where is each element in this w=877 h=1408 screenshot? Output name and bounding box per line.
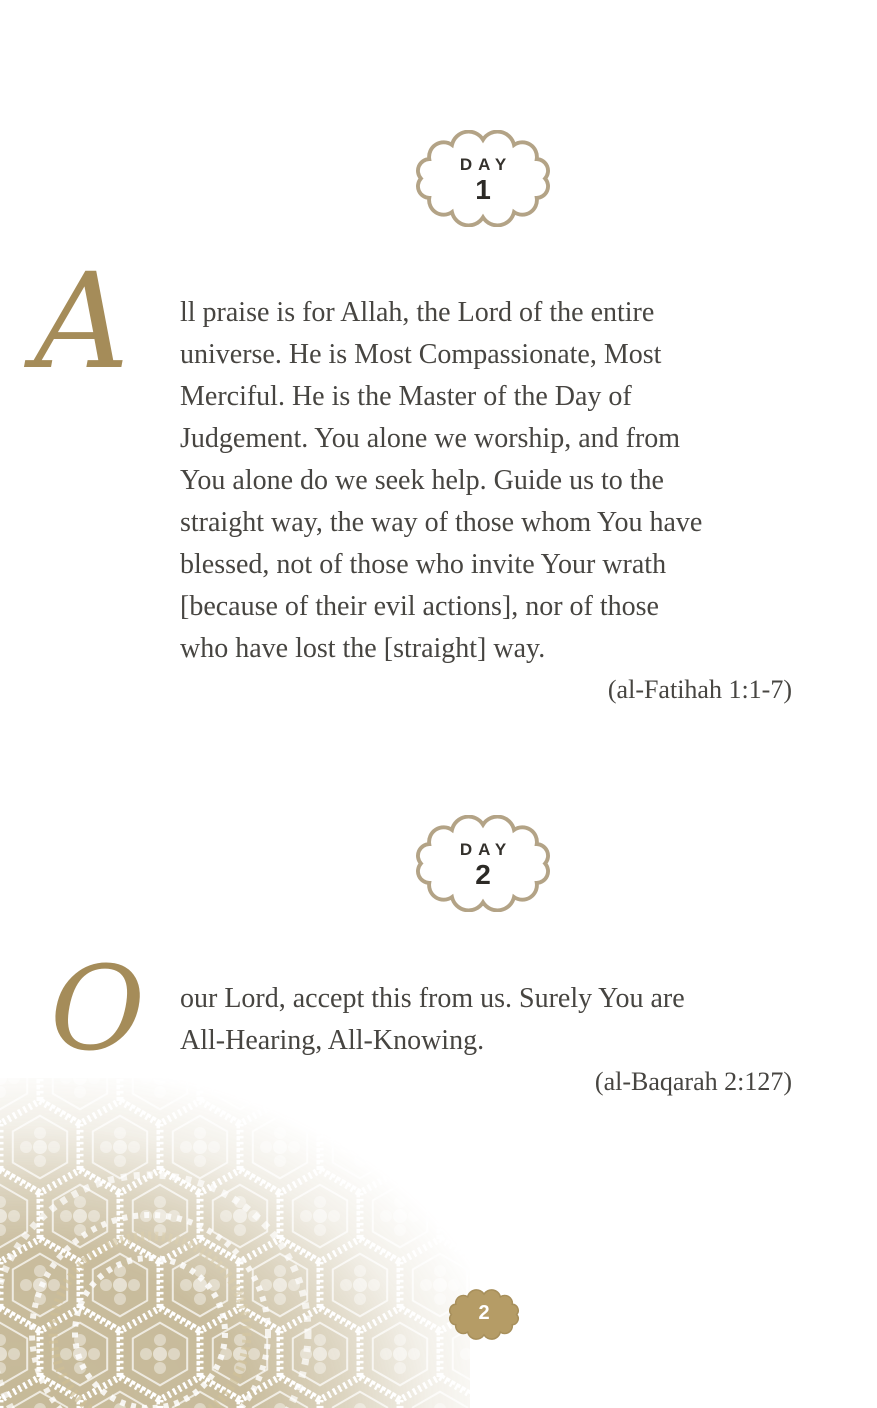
- day-1-medallion: [412, 130, 554, 227]
- page-number-badge: [448, 1289, 520, 1340]
- passage-line: [because of their evil actions], nor of those: [180, 591, 659, 622]
- arabesque-corner-ornament: [0, 1078, 470, 1408]
- passage-1: [180, 292, 792, 710]
- hexagon-tessellation: [0, 1078, 470, 1408]
- citation-al-baqarah: (al-Baqarah 2:127): [594, 1067, 792, 1096]
- dropcap-O: O: [50, 942, 146, 1077]
- citation-al-fatihah: (al-Fatihah 1:1-7): [607, 675, 792, 704]
- day-label: DAY: [459, 154, 513, 174]
- passage-line: blessed, not of those who invite Your wrath: [180, 549, 667, 580]
- day-label: DAY: [459, 839, 513, 859]
- dropcap-A: A: [34, 245, 130, 399]
- passage-line: Judgement. You alone we worship, and from: [180, 423, 681, 454]
- passage-line: All-Hearing, All-Knowing.: [180, 1025, 485, 1056]
- page-number: 2: [478, 1302, 490, 1324]
- passage-line: universe. He is Most Compassionate, Most: [180, 339, 662, 370]
- day-2-medallion: [412, 815, 554, 912]
- day-number: 1: [475, 173, 491, 205]
- day-number: 2: [475, 858, 491, 890]
- passage-line: our Lord, accept this from us. Surely You are: [180, 983, 685, 1014]
- passage-line: who have lost the [straight] way.: [180, 633, 546, 664]
- passage-line: You alone do we seek help. Guide us to the: [180, 465, 664, 496]
- passage-line: straight way, the way of those whom You have: [180, 507, 703, 538]
- passage-line: ll praise is for Allah, the Lord of the entire: [180, 297, 655, 328]
- passage-line: Merciful. He is the Master of the Day of: [180, 381, 632, 412]
